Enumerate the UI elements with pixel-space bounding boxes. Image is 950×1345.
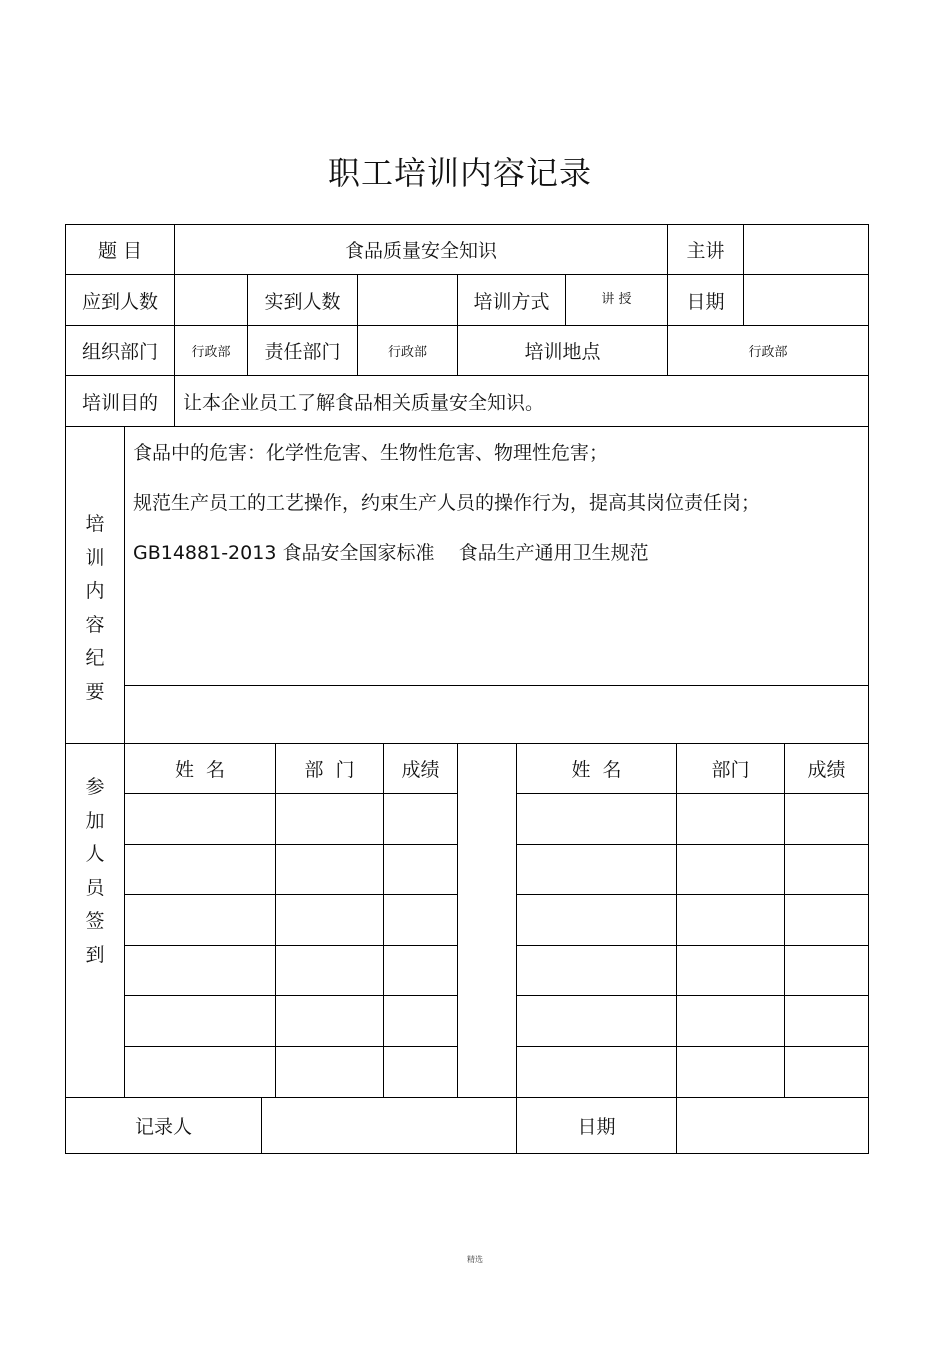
page-title: 职工培训内容记录: [327, 154, 592, 192]
speaker-field[interactable]: [744, 225, 868, 274]
right-score-header: 成绩: [807, 759, 846, 781]
recorder-field[interactable]: [262, 1098, 516, 1153]
purpose-label: 培训目的: [81, 391, 158, 414]
topic-label: 题 目: [97, 240, 143, 262]
expected-count-label: 应到人数: [81, 290, 158, 313]
right-dept-header: 部门: [711, 759, 750, 781]
left-name-header: 姓 名: [174, 759, 226, 781]
purpose-value[interactable]: 让本企业员工了解食品相关质量安全知识。: [183, 391, 545, 414]
attendance-label: 参 加 人 员 签 到: [85, 776, 105, 966]
actual-count-field[interactable]: [358, 275, 457, 325]
actual-count-label: 实到人数: [264, 290, 341, 313]
right-name-header: 姓 名: [571, 759, 622, 781]
date-label: 日期: [686, 290, 725, 313]
responsible-dept-label: 责任部门: [264, 341, 341, 363]
date-field[interactable]: [744, 275, 868, 325]
content-line-2[interactable]: 规范生产员工的工艺操作，约束生产人员的操作行为，提高其岗位责任岗；: [133, 492, 761, 514]
training-place-value[interactable]: 行政部: [748, 345, 788, 360]
speaker-label: 主讲: [686, 240, 725, 262]
left-score-header: 成绩: [401, 759, 440, 781]
responsible-dept-value[interactable]: 行政部: [387, 345, 427, 360]
content-summary-label: 培 训 内 容 纪 要: [85, 513, 105, 703]
content-line-1[interactable]: 食品中的危害：化学性危害、生物性危害、物理性危害；: [133, 442, 609, 464]
recorder-label: 记录人: [134, 1116, 192, 1138]
record-date-field[interactable]: [677, 1098, 868, 1153]
training-place-label: 培训地点: [524, 341, 601, 363]
topic-value[interactable]: 食品质量安全知识: [344, 240, 497, 262]
content-line-3[interactable]: GB14881-2013 食品安全国家标准 食品生产通用卫生规范: [133, 542, 649, 564]
organizer-dept-label: 组织部门: [81, 341, 158, 363]
organizer-dept-value[interactable]: 行政部: [191, 345, 231, 360]
record-date-label: 日期: [577, 1116, 616, 1138]
left-dept-header: 部 门: [304, 759, 355, 781]
page-footer: 精选: [467, 1255, 483, 1264]
training-method-label: 培训方式: [473, 290, 550, 313]
expected-count-field[interactable]: [175, 275, 247, 325]
training-method-value[interactable]: 讲 授: [601, 291, 632, 307]
